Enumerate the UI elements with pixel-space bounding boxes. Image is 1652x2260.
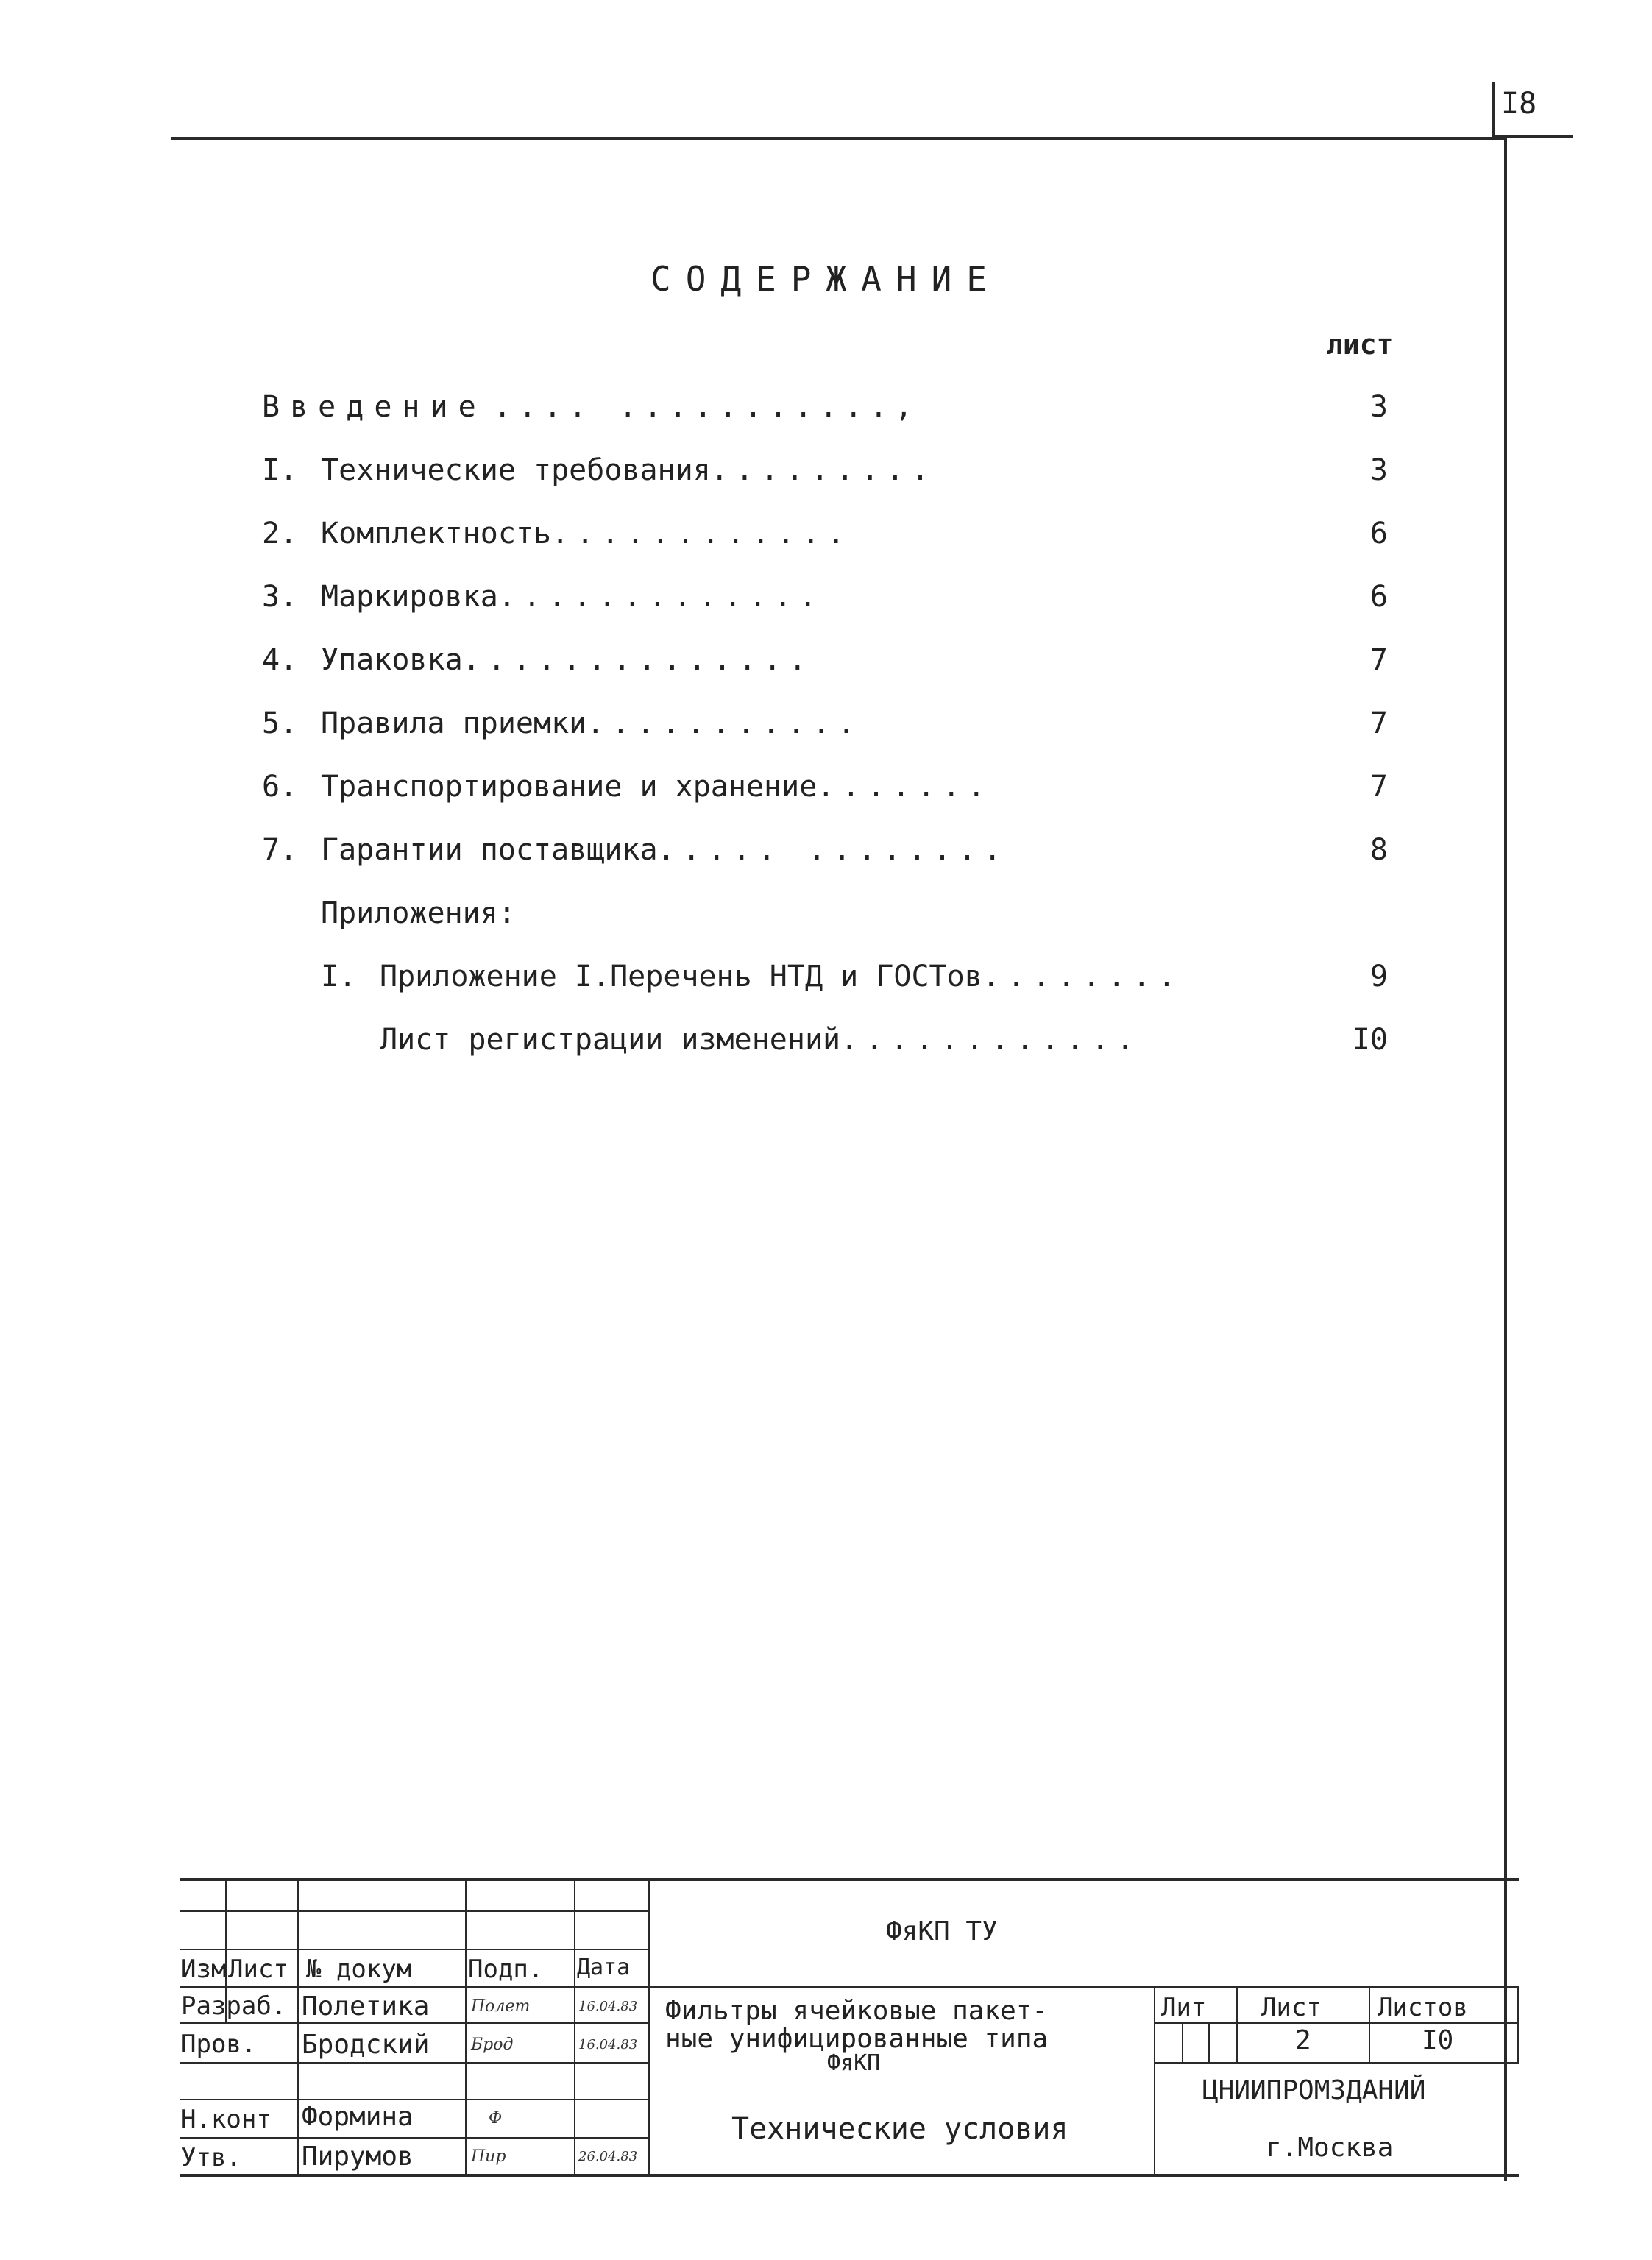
title-block-rule [180, 1878, 1519, 1881]
signature-norm-control: Ф [489, 2109, 503, 2128]
title-block-rule [180, 2022, 648, 2024]
toc-entry-page: 6 [1369, 580, 1388, 614]
toc-entry-dots: ....... [1007, 960, 1183, 993]
toc-entry-page: 7 [1369, 770, 1388, 804]
toc-entry-page: 9 [1369, 960, 1388, 993]
document-designation: ФяКП ТУ [886, 1916, 998, 1946]
toc-entry-number: 6. [262, 770, 298, 804]
toc-entry-text: Комплектность. [321, 517, 570, 550]
toc-entry-dots: ........... [576, 517, 853, 550]
name-approver: Пирумов [302, 2142, 414, 2172]
date-checker: 16.04.83 [578, 2037, 638, 2052]
toc-title: СОДЕРЖАНИЕ [650, 259, 1002, 299]
toc-entry [262, 833, 1388, 874]
sheets-total: I0 [1422, 2025, 1454, 2055]
toc-entry-number: 7. [262, 833, 298, 867]
toc-entry [262, 770, 1388, 811]
toc-entry-page: 6 [1369, 517, 1388, 550]
title-block-rule [648, 1878, 650, 2177]
title-block-rule [180, 1910, 648, 1912]
product-title-line-1: Фильтры ячейковые пакет- [665, 1996, 1049, 2026]
title-block [180, 1878, 1519, 2177]
toc-entry-dots: ........ [735, 453, 937, 487]
toc-entry-text: Приложение I.Перечень НТД и ГОСТов. [380, 960, 1000, 993]
name-developer: Полетика [302, 1991, 430, 2022]
toc-entry [262, 706, 1388, 748]
role-checker: Пров. [181, 2030, 257, 2059]
toc-entry-text: Введение [262, 390, 486, 424]
product-title-line-2: ные унифицированные типа [665, 2024, 1049, 2054]
role-norm-control: Н.конт [181, 2105, 272, 2134]
toc-entry-number: I. [321, 960, 357, 993]
toc-entry-text: Гарантии поставщика. [321, 833, 676, 867]
sheet-number: 2 [1295, 2025, 1311, 2055]
title-block-rule [180, 1986, 1519, 1988]
header-doc-number: № докум [306, 1955, 412, 1984]
name-checker: Бродский [302, 2030, 430, 2060]
toc-entry-page: 7 [1369, 706, 1388, 740]
toc-entry-text: Маркировка. [321, 580, 516, 614]
toc-entry-dots: ............ [522, 580, 824, 614]
label-sheets: Листов [1378, 1993, 1468, 2022]
header-date: Дата [577, 1955, 631, 1980]
title-block-rule [180, 2137, 648, 2139]
page-number-rule-vertical [1492, 82, 1495, 140]
toc-entry-dots: .......... [611, 706, 863, 740]
toc-entry [262, 517, 1388, 558]
title-block-rule [1182, 2024, 1183, 2062]
header-signature: Подп. [468, 1955, 544, 1984]
document-type: Технические условия [731, 2112, 1068, 2146]
title-block-rule [297, 1878, 299, 2177]
toc-entry-number: 5. [262, 706, 298, 740]
label-lit: Лит [1161, 1993, 1207, 2022]
title-block-rule [574, 1878, 575, 2177]
toc-entry-number: 2. [262, 517, 298, 550]
organization-city: г.Москва [1266, 2133, 1394, 2163]
title-block-rule [180, 2099, 648, 2100]
toc-appendix-entry [380, 1023, 1388, 1064]
sheet-frame [171, 137, 1507, 2181]
toc-entry-page: 7 [1369, 643, 1388, 677]
title-block-rule [465, 1878, 467, 2177]
toc-column-header: лист [1326, 328, 1394, 361]
title-block-rule [1154, 2062, 1519, 2064]
title-block-rule [180, 2062, 648, 2064]
toc-entry-number: I. [262, 453, 298, 487]
toc-entry-page: 8 [1369, 833, 1388, 867]
toc-entry-text: Технические требования. [321, 453, 728, 487]
header-sheet: Лист [228, 1955, 288, 1984]
toc-entry-text: Правила приемки. [321, 706, 605, 740]
toc-entry-text: Упаковка. [321, 643, 481, 677]
title-block-rule [180, 1949, 648, 1950]
label-sheet: Лист [1261, 1993, 1322, 2022]
title-block-rule [1369, 1986, 1370, 2062]
toc-entry-dots: ........... [865, 1023, 1142, 1057]
toc-entry [262, 643, 1388, 684]
toc-entry-dots: ...... [842, 770, 993, 804]
page-number: I8 [1501, 87, 1537, 121]
header-change: Изм [181, 1955, 227, 1984]
title-block-rule [1236, 1986, 1238, 2062]
toc-entry [262, 390, 1388, 431]
signature-approver: Пир [471, 2147, 506, 2166]
role-developer: Разраб. [181, 1991, 287, 2021]
organization-name: ЦНИИПРОМЗДАНИЙ [1202, 2075, 1426, 2105]
toc-entry-dots: .... ..........., [493, 390, 921, 424]
toc-entry-number: 3. [262, 580, 298, 614]
toc-entry-page: 3 [1369, 453, 1388, 487]
toc-entry-text: Лист регистрации изменений. [380, 1023, 859, 1057]
title-block-rule [180, 2174, 1519, 2177]
signature-checker: Брод [471, 2036, 514, 2054]
toc-entry-dots: .... ........ [682, 833, 1009, 867]
toc-entry-dots: ............. [487, 643, 814, 677]
date-approver: 26.04.83 [578, 2149, 638, 2164]
toc-entry-text: Транспортирование и хранение. [321, 770, 835, 804]
toc-entry-page: I0 [1352, 1023, 1388, 1057]
product-title-line-3: ФяКП [827, 2050, 881, 2076]
title-block-rule [1154, 1986, 1155, 2177]
toc-entry-page: 3 [1369, 390, 1388, 424]
appendix-heading: Приложения: [321, 896, 516, 930]
toc-appendix-entry [321, 960, 1388, 1001]
title-block-rule [1517, 1986, 1519, 2062]
title-block-rule [1208, 2024, 1210, 2062]
toc-entry [262, 580, 1388, 621]
signature-developer: Полет [471, 1997, 531, 2016]
toc-entry [262, 453, 1388, 495]
date-developer: 16.04.83 [578, 1999, 638, 2014]
role-approver: Утв. [181, 2143, 241, 2172]
name-norm-control: Формина [302, 2102, 414, 2132]
toc-entry-number: 4. [262, 643, 298, 677]
